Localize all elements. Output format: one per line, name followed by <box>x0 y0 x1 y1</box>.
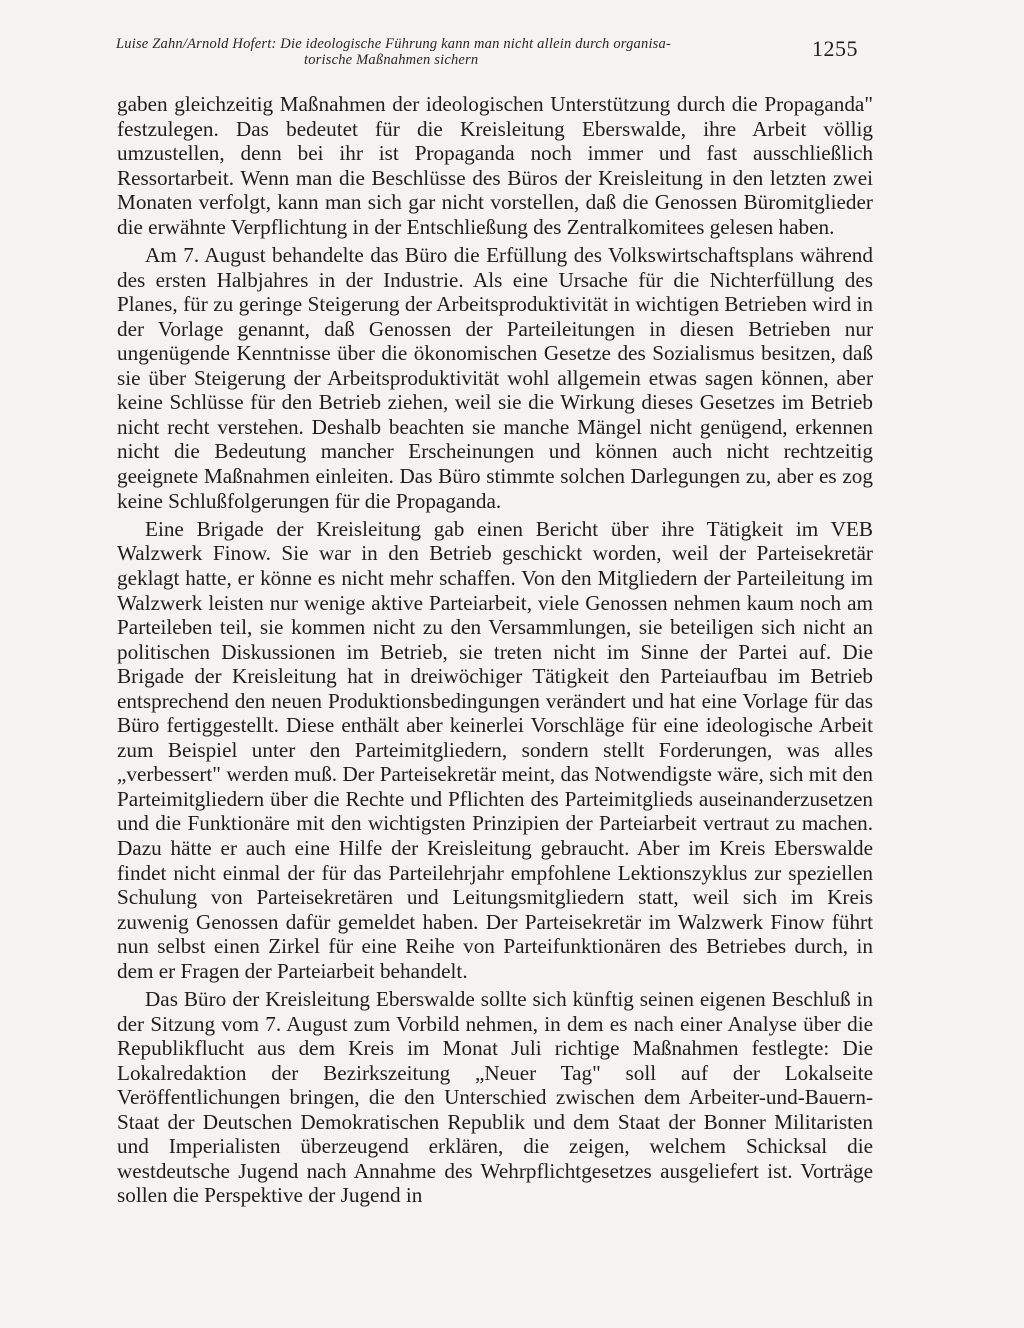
paragraph: Am 7. August behandelte das Büro die Erfüllung des Volkswirtschaftsplans während des ersten Halbjahres in der Industrie. Als eine Ursache für die Nichterfüllung des Planes, für zu geringe Steigerung der Arbeitsproduktivität in wichtigen Betrieben wird in der Vorlage genannt, daß Genossen der Parteileitungen in diesen Betrieben nur ungenügende Kenntnisse über die ökonomischen Gesetze des Sozialismus besitzen, daß sie über Steigerung der Arbeitsproduktivität wohl allgemein etwas sagen können, aber keine Schlüsse für den Betrieb ziehen, weil sie die Wirkung dieses Gesetzes im Betrieb nicht recht verstehen. Deshalb beachten sie manche Mängel nicht genügend, erkennen nicht die Bedeutung mancher Erscheinungen und können auch nicht rechtzeitig geeignete Maßnahmen einleiten. Das Büro stimmte solchen Darlegungen zu, aber es zog keine Schlußfolgerungen für die Propaganda. <box>117 243 873 513</box>
paragraph: Eine Brigade der Kreisleitung gab einen Bericht über ihre Tätigkeit im VEB Walzwerk Finow. Sie war in den Betrieb geschickt worden, weil der Parteisekretär geklagt hatte, er könne es nicht mehr schaffen. Von den Mitgliedern der Parteileitung im Walzwerk leisten nur wenige aktive Parteiarbeit, viele Genossen nehmen kaum noch am Parteileben teil, sie kommen nicht zu den Versammlungen, sie beteiligen sich nicht an politischen Diskussionen im Betrieb, sie treten nicht im Sinne der Partei auf. Die Brigade der Kreisleitung hat in dreiwöchiger Tätigkeit den Parteiaufbau im Betrieb entsprechend den neuen Produktionsbedingungen verändert und hat eine Vorlage für das Büro fertiggestellt. Diese enthält aber keinerlei Vorschläge für eine ideologische Arbeit zum Beispiel unter den Parteimitgliedern, sondern stellt Forderungen, was alles „verbessert" werden muß. Der Parteisekretär meint, das Notwendigste wäre, sich mit den Parteimitgliedern über die Rechte und Pflichten des Parteimitglieds auseinanderzusetzen und die Funktionäre mit den wichtigsten Prinzipien der Parteiarbeit vertraut zu machen. Dazu hätte er auch eine Hilfe der Kreisleitung gebraucht. Aber im Kreis Eberswalde findet nicht einmal der für das Parteilehrjahr empfohlene Lektionszyklus zur speziellen Schulung von Parteisekretären und Leitungsmitgliedern statt, weil sich im Kreis zuwenig Genossen dafür gemeldet haben. Der Parteisekretär im Walzwerk Finow führt nun selbst einen Zirkel für eine Reihe von Parteifunktionären des Betriebes durch, in dem er Fragen der Parteiarbeit behandelt. <box>117 516 873 983</box>
running-header <box>116 36 756 68</box>
running-title-line-2: torische Maßnahmen sichern <box>304 52 479 68</box>
page-number: 1255 <box>812 36 858 61</box>
running-title-line-1: Luise Zahn/Arnold Hofert: Die ideologische Führung kann man nicht allein durch organisa- <box>116 36 671 52</box>
paragraph: gaben gleichzeitig Maßnahmen der ideologischen Unterstützung durch die Propaganda" festzulegen. Das bedeutet für die Kreisleitung Eberswalde, ihre Arbeit völlig umzustellen, denn bei ihr ist Propaganda noch immer und fast ausschließlich Ressortarbeit. Wenn man die Beschlüsse des Büros der Kreisleitung in den letzten zwei Monaten verfolgt, kann man sich gar nicht vorstellen, daß die Genossen Büromitglieder die erwähnte Verpflichtung in der Entschließung des Zentralkomitees gelesen haben. <box>117 92 873 239</box>
paragraph: Das Büro der Kreisleitung Eberswalde sollte sich künftig seinen eigenen Beschluß in der Sitzung vom 7. August zum Vorbild nehmen, in dem es nach einer Analyse über die Republikflucht aus dem Kreis im Monat Juli richtige Maßnahmen festlegte: Die Lokalredaktion der Bezirkszeitung „Neuer Tag" soll auf der Lokalseite Veröffentlichungen bringen, die den Unterschied zwischen dem Arbeiter-und-Bauern-Staat der Deutschen Demokratischen Republik und dem Staat der Bonner Militaristen und Imperialisten überzeugend erklären, die zeigen, welchem Schicksal die westdeutsche Jugend nach Annahme des Wehrpflichtgesetzes ausgeliefert ist. Vorträge sollen die Perspektive der Jugend in <box>117 987 873 1208</box>
article-body <box>117 92 873 1212</box>
